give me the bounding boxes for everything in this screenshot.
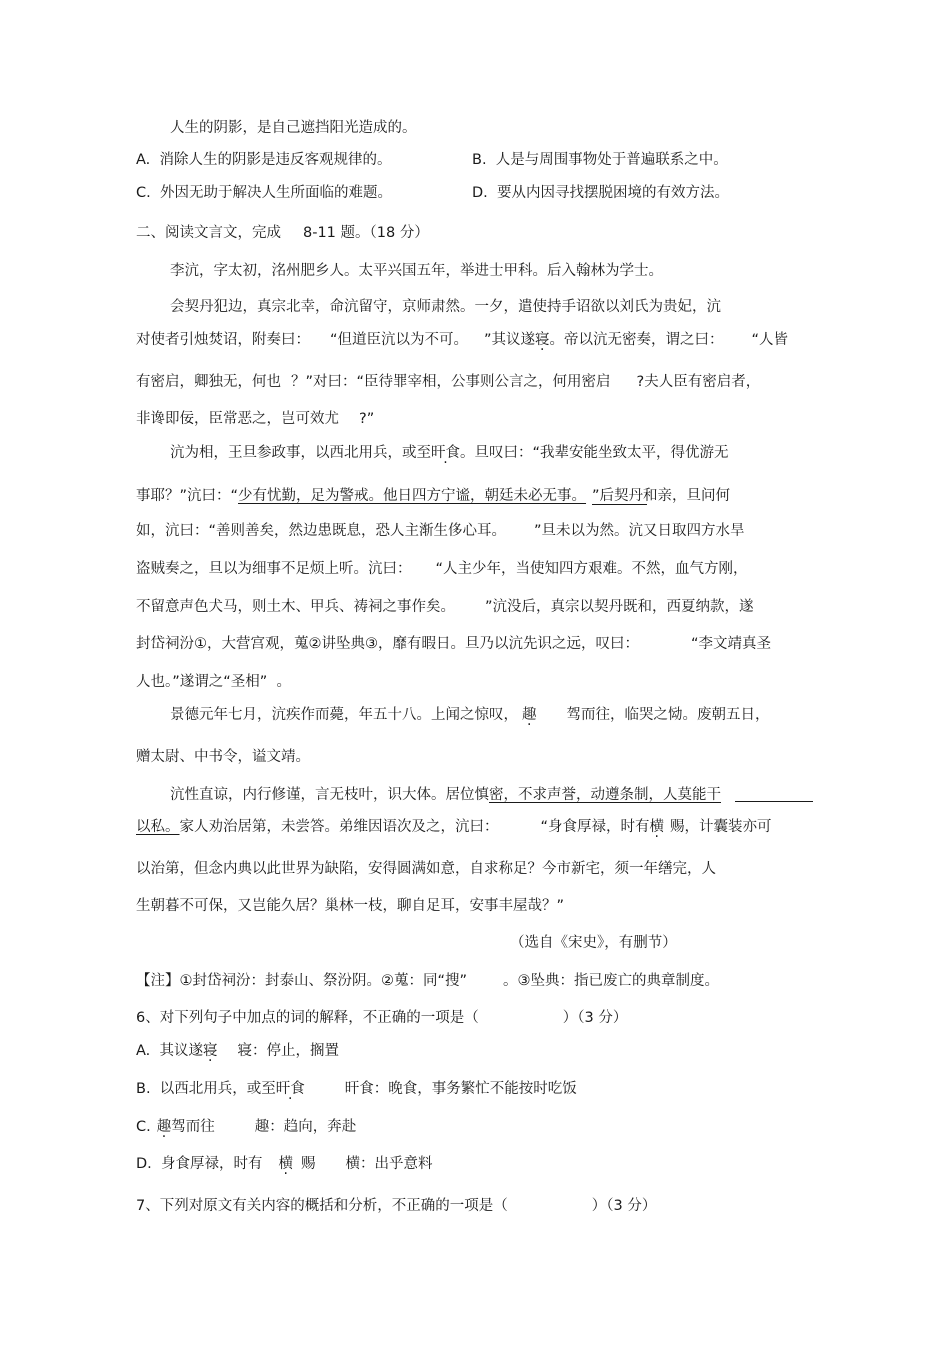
passage-line: 以私。家人劝治居第，未尝答。弟维因语次及之，沆曰： “身食厚禄，时有横 赐，计囊装亦可: [136, 819, 772, 835]
question-6-option-c: C. 趣驾而往 趣：趋向，奔赴: [136, 1119, 357, 1135]
question-6-option-d: D. 身食厚禄，时有 横 赐 横：出乎意料: [136, 1156, 433, 1172]
passage-line: 沆为相，王旦参政事，以西北用兵，或至旰食。旦叹曰：“我辈安能坐致太平，得优游无: [170, 445, 729, 461]
footnote: 【注】①封岱祠汾：封泰山、祭汾阴。②蒐：同“搜” 。③坠典：指已废亡的典章制度。: [136, 973, 720, 989]
question-6-stem: 6、对下列句子中加点的词的解释，不正确的一项是（ ）（3 分）: [136, 1010, 628, 1026]
option-c: C. 外因无助于解决人生所面临的难题。: [136, 185, 392, 201]
passage-line: 沆性直谅，内行修谨，言无枝叶，识大体。居位慎密，不求声誉，动遵条制，人莫能干: [170, 787, 721, 803]
question-7-stem: 7、下列对原文有关内容的概括和分析，不正确的一项是（ ）（3 分）: [136, 1198, 657, 1214]
passage-line: 对使者引烛焚诏，附奏曰： “但道臣沆以为不可。 ”其议遂寝。帝以沆无密奏，谓之曰： “人皆: [136, 332, 789, 348]
dotted-word: 寝: [203, 1043, 218, 1059]
option-a: A. 消除人生的阴影是违反客观规律的。: [136, 152, 392, 168]
dotted-word: 寝: [535, 332, 550, 348]
dotted-word: 旰食: [275, 1081, 305, 1097]
intro-line: 人生的阴影，是自己遮挡阳光造成的。: [170, 120, 417, 136]
option-d: D. 要从内因寻找摆脱困境的有效方法。: [472, 185, 729, 201]
dotted-word: 趣: [522, 707, 537, 723]
question-6-option-b: B. 以西北用兵，或至旰食 旰食：晚食，事务繁忙不能按时吃饭: [136, 1081, 577, 1097]
passage-line: 景德元年七月，沆疾作而薨，年五十八。上闻之惊叹， 趣 驾而往，临哭之恸。废朝五日，: [170, 707, 770, 723]
dotted-word: 横: [278, 1156, 293, 1172]
underlined-sentence: 密，不求声誉，动遵条制，人莫能干: [489, 787, 721, 803]
passage-line: 会契丹犯边，真宗北幸，命沆留守，京师肃然。一夕，遣使持手诏欲以刘氏为贵妃，沆: [170, 299, 721, 315]
passage-line: 有密启，卿独无，何也 ？”对曰：“臣待罪宰相，公事则公言之，何用密启 ?夫人臣有密启者，: [136, 374, 761, 390]
underlined-sentence: 以私。: [136, 819, 180, 835]
underlined-sentence: 少有忧勤，足为警戒。他日四方宁谧，朝廷未必无事。: [238, 488, 587, 504]
passage-line: 生朝暮不可保，又岂能久居？巢林一枝，聊自足耳，安事丰屋哉？”: [136, 898, 565, 914]
passage-line: 非谗即佞，臣常恶之，岂可效尤 ?”: [136, 411, 375, 427]
option-b: B. 人是与周围事物处于普遍联系之中。: [472, 152, 728, 168]
passage-line: 事耶？”沆曰：“少有忧勤，足为警戒。他日四方宁谧，朝廷未必无事。 ”后契丹和亲，旦问何: [136, 488, 731, 504]
underline-extension: [735, 801, 813, 802]
passage-line: 封岱祠汾①，大营宫观，蒐②讲坠典③，靡有暇日。旦乃以沆先识之远，叹曰： “李文靖真圣: [136, 636, 772, 652]
underline-extension: [592, 504, 647, 505]
passage-line: 以治第，但念内典以此世界为缺陷，安得圆满如意，自求称足？今市新宅，须一年缮完，人: [136, 861, 716, 877]
passage-line: 盗贼奏之，旦以为细事不足烦上听。沆曰： “人主少年，当使知四方艰难。不然，血气方刚，: [136, 561, 748, 577]
passage-line: 人也。”遂谓之“圣相” 。: [136, 674, 292, 690]
dotted-word: 旰食: [431, 445, 460, 461]
section-heading: 二、阅读文言文，完成 8-11 题。（18 分）: [136, 225, 429, 241]
source-citation: （选自《宋史》，有删节）: [510, 935, 677, 951]
passage-line: 赠太尉、中书令，谥文靖。: [136, 749, 310, 765]
dotted-word: 趣: [156, 1119, 172, 1135]
passage-line: 如，沆曰：“善则善矣，然边患既息，恐人主渐生侈心耳。 ”旦未以为然。沆又日取四方水旱: [136, 523, 745, 539]
question-6-option-a: A. 其议遂寝 寝：停止，搁置: [136, 1043, 339, 1059]
dotted-word: 横: [649, 819, 665, 835]
passage-line: 不留意声色犬马，则土木、甲兵、祷祠之事作矣。 ”沆没后，真宗以契丹既和，西夏纳款，遂: [136, 599, 754, 615]
passage-para-1: 李沆，字太初，洺州肥乡人。太平兴国五年，举进士甲科。后入翰林为学士。: [170, 263, 663, 279]
